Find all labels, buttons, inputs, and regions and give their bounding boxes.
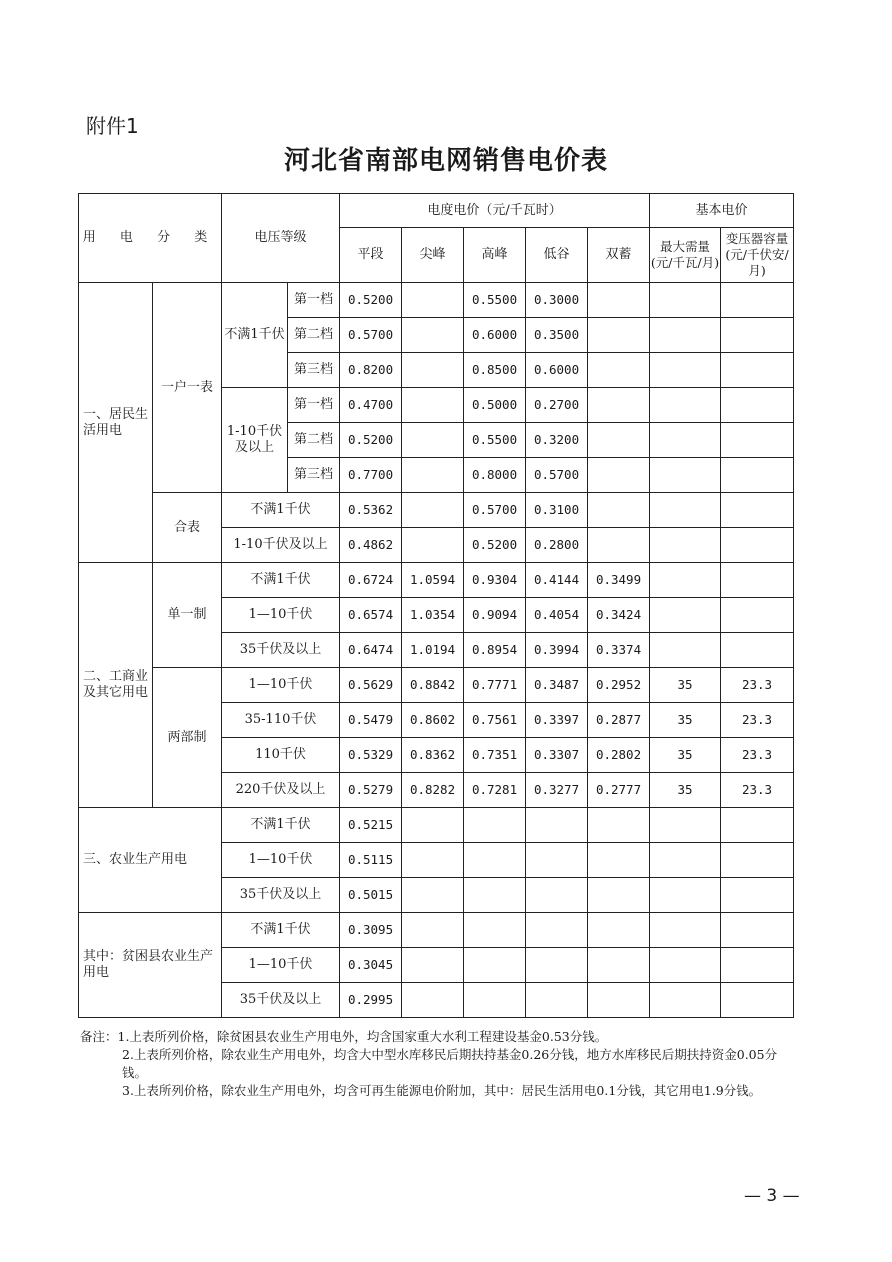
price-cell-dual bbox=[588, 913, 650, 948]
price-cell-demand bbox=[650, 493, 721, 528]
price-cell-dual: 0.3424 bbox=[588, 598, 650, 633]
price-cell-capacity bbox=[721, 878, 794, 913]
price-cell-sharp bbox=[402, 808, 464, 843]
price-cell-sharp: 0.8602 bbox=[402, 703, 464, 738]
price-cell-peak: 0.5500 bbox=[464, 423, 526, 458]
subgroup-shared-meter: 合表 bbox=[153, 493, 222, 563]
note-1: 备注：1.上表所列价格，除贫困县农业生产用电外，均含国家重大水利工程建设基金0.53分钱。 bbox=[80, 1029, 608, 1044]
price-cell-flat: 0.5115 bbox=[340, 843, 402, 878]
price-cell-demand bbox=[650, 983, 721, 1018]
price-cell-demand bbox=[650, 388, 721, 423]
price-cell-flat: 0.6474 bbox=[340, 633, 402, 668]
price-cell-peak: 0.9094 bbox=[464, 598, 526, 633]
price-cell-flat: 0.3095 bbox=[340, 913, 402, 948]
price-cell-dual bbox=[588, 843, 650, 878]
voltage-cell: 220千伏及以上 bbox=[222, 773, 340, 808]
price-cell-valley bbox=[526, 913, 588, 948]
price-cell-capacity bbox=[721, 563, 794, 598]
price-cell-dual: 0.2877 bbox=[588, 703, 650, 738]
price-cell-peak bbox=[464, 843, 526, 878]
page-number: — 3 — bbox=[744, 1186, 800, 1206]
voltage-cell: 1—10千伏 bbox=[222, 843, 340, 878]
voltage-cell: 不满1千伏 bbox=[222, 493, 340, 528]
header-basic-price: 基本电价 bbox=[650, 194, 794, 228]
price-cell-valley bbox=[526, 948, 588, 983]
price-cell-peak: 0.8500 bbox=[464, 353, 526, 388]
table-row bbox=[79, 668, 794, 703]
voltage-cell: 35千伏及以上 bbox=[222, 633, 340, 668]
price-cell-sharp bbox=[402, 493, 464, 528]
price-cell-demand bbox=[650, 283, 721, 318]
price-cell-dual bbox=[588, 983, 650, 1018]
price-cell-demand bbox=[650, 318, 721, 353]
price-cell-sharp bbox=[402, 528, 464, 563]
header-flat: 平段 bbox=[340, 228, 402, 283]
price-cell-valley bbox=[526, 808, 588, 843]
price-cell-capacity bbox=[721, 458, 794, 493]
price-cell-capacity: 23.3 bbox=[721, 668, 794, 703]
price-cell-capacity bbox=[721, 528, 794, 563]
voltage-cell: 1—10千伏 bbox=[222, 948, 340, 983]
price-cell-demand bbox=[650, 563, 721, 598]
price-cell-capacity bbox=[721, 598, 794, 633]
price-cell-dual: 0.3374 bbox=[588, 633, 650, 668]
voltage-cell: 不满1千伏 bbox=[222, 808, 340, 843]
price-cell-sharp bbox=[402, 388, 464, 423]
header-sharp-peak: 尖峰 bbox=[402, 228, 464, 283]
price-cell-valley: 0.5700 bbox=[526, 458, 588, 493]
subgroup-single-part: 单一制 bbox=[153, 563, 222, 668]
price-cell-valley: 0.3000 bbox=[526, 283, 588, 318]
price-cell-dual bbox=[588, 528, 650, 563]
price-cell-flat: 0.4700 bbox=[340, 388, 402, 423]
price-cell-peak: 0.5000 bbox=[464, 388, 526, 423]
price-cell-valley: 0.6000 bbox=[526, 353, 588, 388]
price-cell-capacity bbox=[721, 633, 794, 668]
group-residential: 一、居民生活用电 bbox=[79, 283, 153, 563]
voltage-cell: 第一档 bbox=[288, 388, 340, 423]
price-cell-peak: 0.5200 bbox=[464, 528, 526, 563]
price-cell-capacity bbox=[721, 423, 794, 458]
header-energy-price: 电度电价（元/千瓦时） bbox=[340, 194, 650, 228]
price-cell-demand bbox=[650, 913, 721, 948]
price-cell-sharp bbox=[402, 353, 464, 388]
header-category: 用 电 分 类 bbox=[79, 194, 222, 283]
price-cell-dual bbox=[588, 948, 650, 983]
price-cell-sharp bbox=[402, 283, 464, 318]
price-cell-demand bbox=[650, 598, 721, 633]
price-cell-valley: 0.3397 bbox=[526, 703, 588, 738]
note-2: 2.上表所列价格，除农业生产用电外，均含大中型水库移民后期扶持基金0.26分钱，地方水库移民后期扶持资金0.05分钱。 bbox=[122, 1047, 778, 1080]
subgroup-per-household: 一户一表 bbox=[153, 283, 222, 493]
price-cell-demand bbox=[650, 843, 721, 878]
price-cell-capacity bbox=[721, 948, 794, 983]
price-cell-valley bbox=[526, 878, 588, 913]
price-cell-flat: 0.5362 bbox=[340, 493, 402, 528]
price-cell-sharp: 1.0354 bbox=[402, 598, 464, 633]
price-cell-flat: 0.5200 bbox=[340, 423, 402, 458]
price-cell-valley: 0.4054 bbox=[526, 598, 588, 633]
price-cell-flat: 0.5215 bbox=[340, 808, 402, 843]
price-cell-sharp bbox=[402, 318, 464, 353]
price-cell-dual bbox=[588, 388, 650, 423]
table-row bbox=[79, 563, 794, 598]
price-cell-sharp bbox=[402, 948, 464, 983]
price-cell-dual bbox=[588, 353, 650, 388]
price-cell-flat: 0.7700 bbox=[340, 458, 402, 493]
price-cell-peak: 0.7351 bbox=[464, 738, 526, 773]
price-cell-demand bbox=[650, 948, 721, 983]
price-cell-valley: 0.4144 bbox=[526, 563, 588, 598]
price-cell-valley: 0.3307 bbox=[526, 738, 588, 773]
page-title: 河北省南部电网销售电价表 bbox=[283, 146, 608, 176]
price-cell-flat: 0.3045 bbox=[340, 948, 402, 983]
price-cell-dual: 0.3499 bbox=[588, 563, 650, 598]
price-cell-flat: 0.5329 bbox=[340, 738, 402, 773]
price-cell-valley: 0.2800 bbox=[526, 528, 588, 563]
price-cell-capacity bbox=[721, 843, 794, 878]
voltage-cell: 1—10千伏 bbox=[222, 598, 340, 633]
price-cell-dual bbox=[588, 458, 650, 493]
notes bbox=[80, 1028, 792, 1100]
price-cell-dual: 0.2952 bbox=[588, 668, 650, 703]
price-cell-sharp: 1.0594 bbox=[402, 563, 464, 598]
price-cell-valley bbox=[526, 843, 588, 878]
subgroup-two-part: 两部制 bbox=[153, 668, 222, 808]
price-cell-peak: 0.8954 bbox=[464, 633, 526, 668]
price-cell-flat: 0.5200 bbox=[340, 283, 402, 318]
price-cell-peak bbox=[464, 878, 526, 913]
price-cell-sharp: 1.0194 bbox=[402, 633, 464, 668]
voltage-cell: 35-110千伏 bbox=[222, 703, 340, 738]
voltage-cell: 第三档 bbox=[288, 353, 340, 388]
table-row bbox=[79, 493, 794, 528]
price-cell-sharp bbox=[402, 913, 464, 948]
price-cell-flat: 0.5700 bbox=[340, 318, 402, 353]
price-cell-valley: 0.3994 bbox=[526, 633, 588, 668]
price-cell-demand: 35 bbox=[650, 738, 721, 773]
price-cell-peak: 0.9304 bbox=[464, 563, 526, 598]
price-cell-sharp: 0.8282 bbox=[402, 773, 464, 808]
price-cell-flat: 0.8200 bbox=[340, 353, 402, 388]
price-cell-peak bbox=[464, 983, 526, 1018]
price-cell-valley: 0.3100 bbox=[526, 493, 588, 528]
voltage-cell: 1—10千伏 bbox=[222, 668, 340, 703]
price-cell-flat: 0.5479 bbox=[340, 703, 402, 738]
price-cell-valley: 0.3500 bbox=[526, 318, 588, 353]
price-cell-demand bbox=[650, 423, 721, 458]
price-cell-peak: 0.5700 bbox=[464, 493, 526, 528]
price-cell-peak: 0.7561 bbox=[464, 703, 526, 738]
voltage-cell: 1-10千伏及以上 bbox=[222, 528, 340, 563]
voltage-cell: 35千伏及以上 bbox=[222, 983, 340, 1018]
price-cell-dual bbox=[588, 493, 650, 528]
price-cell-demand: 35 bbox=[650, 668, 721, 703]
price-cell-dual: 0.2802 bbox=[588, 738, 650, 773]
price-cell-dual bbox=[588, 423, 650, 458]
voltage-cell: 不满1千伏 bbox=[222, 563, 340, 598]
price-cell-demand: 35 bbox=[650, 773, 721, 808]
price-cell-peak: 0.8000 bbox=[464, 458, 526, 493]
voltage-res-1to10: 1-10千伏及以上 bbox=[222, 388, 288, 493]
voltage-cell: 第二档 bbox=[288, 423, 340, 458]
price-cell-demand bbox=[650, 633, 721, 668]
price-cell-demand: 35 bbox=[650, 703, 721, 738]
price-cell-flat: 0.6574 bbox=[340, 598, 402, 633]
table-row bbox=[79, 808, 794, 843]
price-cell-peak: 0.6000 bbox=[464, 318, 526, 353]
price-cell-flat: 0.5015 bbox=[340, 878, 402, 913]
tariff-table bbox=[78, 193, 794, 1018]
price-cell-flat: 0.5279 bbox=[340, 773, 402, 808]
table-row bbox=[79, 913, 794, 948]
group-agriculture: 三、农业生产用电 bbox=[79, 808, 222, 913]
price-cell-demand bbox=[650, 458, 721, 493]
voltage-cell: 110千伏 bbox=[222, 738, 340, 773]
price-cell-sharp bbox=[402, 843, 464, 878]
voltage-cell: 不满1千伏 bbox=[222, 913, 340, 948]
group-commercial: 二、工商业及其它用电 bbox=[79, 563, 153, 808]
price-cell-demand bbox=[650, 808, 721, 843]
price-cell-flat: 0.4862 bbox=[340, 528, 402, 563]
voltage-cell: 第一档 bbox=[288, 283, 340, 318]
price-cell-sharp: 0.8362 bbox=[402, 738, 464, 773]
price-cell-capacity bbox=[721, 283, 794, 318]
price-cell-demand bbox=[650, 353, 721, 388]
price-cell-dual: 0.2777 bbox=[588, 773, 650, 808]
price-cell-sharp: 0.8842 bbox=[402, 668, 464, 703]
price-cell-peak bbox=[464, 913, 526, 948]
voltage-cell: 第三档 bbox=[288, 458, 340, 493]
header-dual-storage: 双蓄 bbox=[588, 228, 650, 283]
price-cell-capacity bbox=[721, 983, 794, 1018]
price-cell-dual bbox=[588, 283, 650, 318]
price-cell-sharp bbox=[402, 878, 464, 913]
price-cell-valley: 0.3200 bbox=[526, 423, 588, 458]
group-poor-county: 其中：贫困县农业生产用电 bbox=[79, 913, 222, 1018]
price-cell-sharp bbox=[402, 423, 464, 458]
note-3: 3.上表所列价格，除农业生产用电外，均含可再生能源电价附加，其中：居民生活用电0.1分钱，其它用电1.9分钱。 bbox=[122, 1083, 762, 1098]
header-max-demand: 最大需量(元/千瓦/月) bbox=[650, 228, 721, 283]
price-cell-valley bbox=[526, 983, 588, 1018]
price-cell-flat: 0.2995 bbox=[340, 983, 402, 1018]
header-valley: 低谷 bbox=[526, 228, 588, 283]
header-transformer-capacity: 变压器容量(元/千伏安/月) bbox=[721, 228, 794, 283]
price-cell-dual bbox=[588, 318, 650, 353]
price-cell-capacity bbox=[721, 353, 794, 388]
price-cell-capacity: 23.3 bbox=[721, 773, 794, 808]
price-cell-flat: 0.5629 bbox=[340, 668, 402, 703]
price-cell-flat: 0.6724 bbox=[340, 563, 402, 598]
voltage-cell: 第二档 bbox=[288, 318, 340, 353]
price-cell-capacity: 23.3 bbox=[721, 738, 794, 773]
price-cell-peak: 0.7281 bbox=[464, 773, 526, 808]
price-cell-dual bbox=[588, 808, 650, 843]
price-cell-valley: 0.3487 bbox=[526, 668, 588, 703]
voltage-cell: 35千伏及以上 bbox=[222, 878, 340, 913]
price-cell-sharp bbox=[402, 983, 464, 1018]
price-cell-peak bbox=[464, 948, 526, 983]
price-cell-peak: 0.5500 bbox=[464, 283, 526, 318]
header-voltage: 电压等级 bbox=[222, 194, 340, 283]
price-cell-capacity: 23.3 bbox=[721, 703, 794, 738]
price-cell-demand bbox=[650, 878, 721, 913]
price-cell-peak: 0.7771 bbox=[464, 668, 526, 703]
voltage-res-under1: 不满1千伏 bbox=[222, 283, 288, 388]
table-row bbox=[79, 283, 794, 318]
price-cell-capacity bbox=[721, 388, 794, 423]
price-cell-peak bbox=[464, 808, 526, 843]
price-cell-dual bbox=[588, 878, 650, 913]
price-cell-capacity bbox=[721, 318, 794, 353]
header-peak: 高峰 bbox=[464, 228, 526, 283]
price-cell-valley: 0.3277 bbox=[526, 773, 588, 808]
price-cell-valley: 0.2700 bbox=[526, 388, 588, 423]
price-cell-capacity bbox=[721, 808, 794, 843]
price-cell-demand bbox=[650, 528, 721, 563]
price-cell-capacity bbox=[721, 913, 794, 948]
price-cell-capacity bbox=[721, 493, 794, 528]
attachment-label: 附件1 bbox=[86, 114, 139, 138]
price-cell-sharp bbox=[402, 458, 464, 493]
